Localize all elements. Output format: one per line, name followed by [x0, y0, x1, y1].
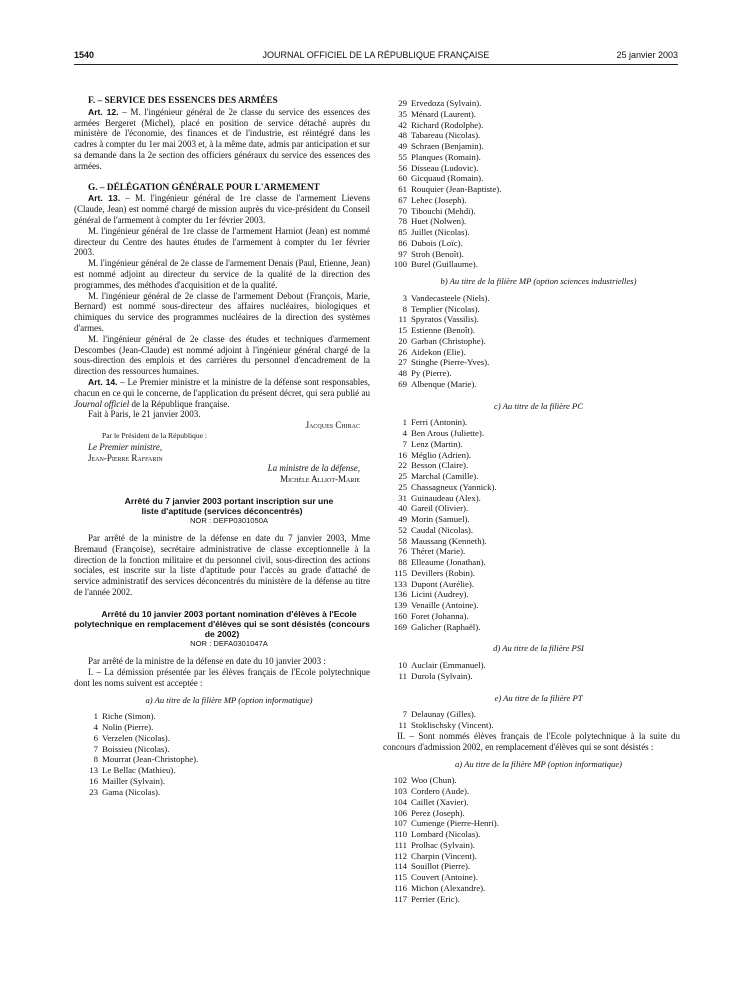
article-12-label: Art. 12. [88, 106, 119, 117]
list-item-number: 16 [89, 775, 98, 786]
list-item-number: 116 [394, 882, 407, 893]
list-item-name: Caudal (Nicolas). [411, 524, 474, 535]
countersign-intro: Par le Président de la République : [102, 430, 208, 440]
list-item [383, 98, 680, 109]
list-item-name: Besson (Claire). [411, 460, 469, 471]
list-item-name: Ménard (Laurent). [411, 108, 476, 119]
list-item-number: 60 [398, 173, 407, 184]
list-item-name: Stinghe (Pierre-Yves). [411, 357, 490, 368]
list-item-name: Disseau (Ludovic). [411, 162, 479, 173]
list-item-number: 23 [89, 786, 98, 797]
list-item-name: Le Bellac (Mathieu). [102, 765, 176, 776]
list-item-name: Guinaudeau (Alex). [411, 492, 481, 503]
list-item [383, 173, 680, 184]
arrete-1-text: Par arrêté de la ministre de la défense en date du 7 janvier 2003, Mme Bremaud (Françoise), secrétaire administrative de classe exceptionnelle à la direction de la fonction militaire et du personnel civil, sous-direction des actions sociales, est inscrite sur la liste d'aptitude pour l'accès au grade d'attaché de service administratif des services déconcentrés du ministère de la défense au titre de l'année 2002. [74, 533, 370, 598]
list-item [383, 347, 680, 358]
list-item-name: Cumenge (Pierre-Henri). [411, 818, 499, 829]
list-b [383, 293, 680, 390]
list-item-number: 85 [398, 227, 407, 237]
list-item [383, 249, 680, 260]
list-item-number: 86 [398, 237, 407, 248]
list-item-number: 61 [398, 184, 407, 194]
subheading-a2: a) Au titre de la filière MP (option informatique) [454, 758, 623, 769]
list-item [74, 733, 370, 744]
list-item [383, 503, 680, 514]
list-item-name: Durola (Sylvain). [411, 670, 473, 681]
list-item-name: Ervedoza (Sylvain). [411, 98, 482, 108]
subheading-d: d) Au titre de la filière PSI [493, 643, 584, 654]
list-item-number: 112 [394, 850, 407, 861]
list-item-name: Stroh (Benoît). [411, 248, 464, 259]
para-ii: II. – Sont nommés élèves français de l'Ecole polytechnique à la suite du concours d'admission 2002, en remplacement d'élèves qui se sont désistés : [383, 730, 680, 752]
list-item [383, 417, 680, 428]
premier-ministre-title: Le Premier ministre, [88, 441, 163, 452]
list-item-number: 8 [402, 303, 407, 314]
list-item-name: Auclair (Emmanuel). [411, 660, 486, 671]
list-item-number: 111 [394, 839, 407, 850]
list-item-number: 115 [394, 872, 407, 883]
list-item-name: Marchal (Camille). [411, 471, 479, 482]
list-item-name: Mailler (Sylvain). [102, 775, 166, 786]
list-item-name: Templier (Nicolas). [411, 303, 480, 314]
list-item-number: 26 [398, 346, 407, 357]
premier-ministre-name: Jean-Pierre Raffarin [88, 452, 163, 463]
list-item-number: 136 [393, 589, 407, 600]
list-item-name: Cordero (Aude). [411, 786, 470, 797]
list-item-name: Riche (Simon). [102, 711, 156, 722]
list-item-name: Charpin (Vincent). [411, 850, 477, 861]
list-item-number: 7 [93, 743, 98, 754]
list-item [383, 797, 680, 808]
arrete-1-nor: NOR : DEFP0301050A [189, 516, 269, 526]
list-item-name: Chassagneux (Yannick). [411, 481, 497, 492]
list-item-name: Lenz (Martin). [411, 438, 463, 449]
list-item-name: Schraen (Benjamin). [411, 141, 484, 151]
list-item [383, 493, 680, 504]
list-item-name: Spyratos (Vassilis). [411, 314, 479, 325]
article-13-paragraph: M. l'ingénieur général de 2e classe de l'armement Denais (Paul, Etienne, Jean) est nommé adjoint au directeur du service de la qualité de la direction des programmes, des méthodes d'acquisition et de la qualité. [74, 258, 370, 290]
list-item-number: 6 [93, 732, 98, 743]
list-item [383, 536, 680, 547]
list-item [383, 471, 680, 482]
list-item [383, 894, 680, 905]
list-item-number: 114 [394, 861, 407, 872]
list-item-name: Dupont (Aurélie). [411, 578, 475, 589]
list-item [383, 720, 680, 731]
list-c [383, 417, 680, 632]
subheading-b: b) Au titre de la filière MP (option sciences industrielles) [440, 276, 637, 286]
journal-title: JOURNAL OFFICIEL DE LA RÉPUBLIQUE FRANÇAISE [262, 50, 490, 60]
list-item [383, 829, 680, 840]
article-14-label: Art. 14. [88, 376, 118, 387]
list-item-number: 3 [402, 292, 407, 303]
ministre-name: Michèle Alliot-Marie [280, 474, 360, 485]
list-item-name: Perrier (Eric). [411, 893, 460, 904]
list-item [383, 818, 680, 829]
list-item-number: 88 [398, 557, 407, 568]
list-item-number: 13 [89, 765, 98, 776]
list-item-name: Garban (Christophe). [411, 335, 486, 346]
list-item-name: Mourrat (Jean-Christophe). [102, 754, 199, 765]
list-item-number: 22 [398, 460, 407, 471]
list-item [383, 600, 680, 611]
list-item-number: 78 [398, 216, 407, 227]
article-12 [74, 107, 370, 172]
list-item-name: Michon (Alexandre). [411, 882, 486, 893]
list-item [383, 293, 680, 304]
subheading-e: e) Au titre de la filière PT [494, 692, 583, 703]
list-item [383, 336, 680, 347]
article-13-text: – M. l'ingénieur général de 1re classe de l'armement Lievens (Claude, Jean) est nommé chargé de mission auprès du vice-président du Conseil général de l'armement à compter du 1er février 2003. [74, 193, 370, 225]
list-item [383, 514, 680, 525]
list-item-name: Foret (Johanna). [411, 610, 469, 621]
list-item-number: 27 [398, 357, 407, 368]
list-item-number: 133 [393, 578, 407, 589]
section-g-heading: G. – DÉLÉGATION GÉNÉRALE POUR L'ARMEMENT [88, 182, 320, 193]
list-item-number: 49 [398, 514, 407, 525]
list-item [383, 861, 680, 872]
signature-date: Fait à Paris, le 21 janvier 2003. [88, 409, 201, 420]
article-14: Art. 14. – Le Premier ministre et la ministre de la défense sont responsables, chacun en ce qui le concerne, de l'application du présent décret, qui sera publié au Journal officiel de la République française. [74, 376, 370, 409]
ministre-title: La ministre de la défense, [267, 463, 360, 474]
list-item-name: Py (Pierre). [411, 368, 452, 379]
list-d [383, 660, 680, 682]
list-item-number: 106 [393, 807, 407, 818]
list-item [383, 589, 680, 600]
list-item-number: 11 [398, 670, 407, 681]
list-item-name: Juillet (Nicolas). [411, 227, 470, 237]
list-item-name: Richard (Rodolphe). [411, 119, 484, 130]
list-item-number: 52 [398, 524, 407, 535]
list-item-name: Delaunay (Gilles). [411, 709, 476, 720]
list-item-name: Huet (Nolwen). [411, 216, 467, 227]
list-item [383, 238, 680, 249]
list-item [74, 744, 370, 755]
list-item-name: Morin (Samuel). [411, 514, 470, 525]
list-item [383, 195, 680, 206]
list-item-number: 48 [398, 368, 407, 379]
list-item-name: Souillot (Pierre). [411, 861, 471, 872]
list-item-number: 42 [398, 119, 407, 130]
list-item-name: Venaille (Antoine). [411, 600, 479, 611]
list-item-name: Devillers (Robin). [411, 567, 476, 578]
list-item [383, 428, 680, 439]
list-item [383, 163, 680, 174]
list-item-number: 31 [398, 492, 407, 503]
list-item [383, 872, 680, 883]
list-item-number: 97 [398, 248, 407, 259]
list-item-name: Galicher (Raphaël). [411, 621, 481, 632]
list-item [383, 325, 680, 336]
list-item [383, 120, 680, 131]
list-item [383, 450, 680, 461]
list-item [383, 216, 680, 227]
list-item-number: 100 [393, 259, 407, 270]
article-12-text: – M. l'ingénieur général de 2e classe du service des essences des armées Bergeret (Michel), placé en position de service détaché auprès du ministère de l'économie, des finances et de l'industrie, est réintégré dans les cadres à compter du 1er mai 2003 et, à la même date, admis par anticipation et sur sa demande dans la 2e section des officiers généraux du service des essences des armées. [74, 106, 370, 171]
list-item-name: Dubois (Loïc). [411, 237, 463, 248]
list-item [383, 611, 680, 622]
list-item [383, 460, 680, 471]
list-item-name: Woo (Chun). [411, 775, 457, 786]
list-item [383, 314, 680, 325]
list-item-number: 8 [93, 754, 98, 765]
list-item-name: Caillet (Xavier). [411, 796, 469, 807]
left-column [74, 96, 370, 797]
list-item-number: 1 [402, 417, 407, 428]
list-item-number: 40 [398, 503, 407, 514]
list-item [74, 787, 370, 798]
list-item-name: Tabareau (Nicolas). [411, 130, 481, 141]
list-item-number: 58 [398, 535, 407, 546]
list-item [74, 754, 370, 765]
list-item [383, 568, 680, 579]
article-13-label: Art. 13. [88, 193, 121, 204]
list-item [74, 776, 370, 787]
list-item-name: Ferri (Antonin). [411, 417, 468, 428]
list-item-number: 117 [394, 893, 407, 904]
list-item-number: 25 [398, 481, 407, 492]
list-item [383, 709, 680, 720]
list-item-number: 110 [394, 829, 407, 840]
list-item-name: Verzelen (Nicolas). [102, 732, 170, 743]
list-item-number: 11 [398, 314, 407, 325]
list-item-number: 16 [398, 449, 407, 460]
list-item-number: 160 [393, 610, 407, 621]
list-item-name: Gicquaud (Romain). [411, 173, 484, 184]
list-item [383, 259, 680, 270]
list-item [383, 439, 680, 450]
list-item [74, 765, 370, 776]
subheading-c: c) Au titre de la filière PC [494, 400, 583, 411]
list-item [383, 357, 680, 368]
list-item-number: 10 [398, 660, 407, 671]
list-item-number: 55 [398, 151, 407, 162]
list-item-number: 15 [398, 325, 407, 336]
arrete-2-title: Arrêté du 10 janvier 2003 portant nomination d'élèves à l'Ecole polytechnique en remplacement d'élèves qui se sont désistés (concours de 2002) [74, 608, 370, 640]
list-item [383, 206, 680, 217]
subheading-a: a) Au titre de la filière MP (option informatique) [145, 694, 313, 705]
list-item-number: 107 [393, 818, 407, 829]
list-item-number: 56 [398, 162, 407, 173]
list-item [383, 227, 680, 238]
list-item [383, 184, 680, 195]
list-item-number: 104 [393, 796, 407, 807]
list-item [74, 711, 370, 722]
list-item-name: Couvert (Antoine). [411, 872, 478, 883]
list-a2 [383, 775, 680, 904]
article-13-paragraph: M. l'ingénieur général de 2e classe de l'armement Debout (François, Marie, Bernard) est nommé sous-directeur des affaires nucléaires, biologiques et chimiques du service des programmes nucléaires de la direction des systèmes d'armes. [74, 290, 370, 333]
list-item-number: 139 [393, 600, 407, 611]
list-item-number: 48 [398, 130, 407, 141]
list-item [383, 775, 680, 786]
page-number: 1540 [74, 50, 95, 60]
arrete-2-nor: NOR : DEFA0301047A [190, 639, 268, 649]
list-item [383, 808, 680, 819]
list-item-number: 7 [402, 709, 407, 720]
list-item [383, 525, 680, 536]
list-item-number: 49 [398, 141, 407, 151]
list-item-number: 4 [93, 722, 98, 733]
list-item-number: 103 [393, 786, 407, 797]
signature-president: Jacques Chirac [305, 420, 360, 431]
list-item-name: Burel (Guillaume). [411, 259, 478, 270]
list-item-name: Estienne (Benoît). [411, 325, 476, 336]
list-item [383, 368, 680, 379]
list-item-name: Maussang (Kenneth). [411, 535, 487, 546]
list-item [383, 141, 680, 152]
arrete-2-para-i: I. – La démission présentée par les élèves français de l'Ecole polytechnique dont les noms suivent est acceptée : [74, 667, 370, 688]
list-item-number: 69 [398, 378, 407, 389]
list-item-name: Rouquier (Jean-Baptiste). [411, 184, 502, 194]
list-item [383, 660, 680, 671]
list-item-number: 115 [394, 567, 407, 578]
list-item [383, 130, 680, 141]
list-a [74, 711, 370, 797]
list-item [383, 546, 680, 557]
list-item-number: 169 [393, 621, 407, 632]
list-item-number: 7 [402, 438, 407, 449]
list-item-name: Tibouchi (Mehdi). [411, 205, 476, 216]
list-item [383, 579, 680, 590]
list-item-name: Perez (Joseph). [411, 807, 465, 818]
list-item-name: Lehec (Joseph). [411, 194, 467, 205]
article-13 [74, 193, 370, 225]
list-item-number: 25 [398, 471, 407, 482]
list-item-name: Lombard (Nicolas). [411, 829, 481, 840]
list-item-number: 11 [398, 720, 407, 731]
list-item [383, 840, 680, 851]
list-e [383, 709, 680, 731]
list-item [74, 722, 370, 733]
list-item [383, 379, 680, 390]
list-a-continued [383, 98, 680, 270]
list-item-name: Gareil (Olivier). [411, 503, 469, 514]
section-f-heading: F. – SERVICE DES ESSENCES DES ARMÉES [88, 96, 278, 106]
list-item [383, 622, 680, 633]
list-item [383, 851, 680, 862]
list-item-name: Boissieu (Nicolas). [102, 743, 170, 754]
list-item [383, 786, 680, 797]
list-item-number: 102 [393, 775, 407, 786]
list-item-number: 70 [398, 205, 407, 216]
header-rule [74, 64, 678, 65]
article-13-paragraph: M. l'ingénieur général de 2e classe des études et techniques d'armement Descombes (Jean-Claude) est nommé adjoint à l'ingénieur général chargé de la sous-direction des emplois et des carrières du personnel d'encadrement de la direction des ressources humaines. [74, 333, 370, 377]
list-item [383, 557, 680, 568]
list-item-number: 76 [398, 546, 407, 557]
arrete-2-intro: Par arrêté de la ministre de la défense en date du 10 janvier 2003 : [88, 656, 326, 667]
list-item-name: Licini (Audrey). [411, 589, 469, 600]
list-item [383, 304, 680, 315]
list-item-name: Albenque (Marie). [411, 378, 477, 389]
list-item-number: 67 [398, 194, 407, 205]
list-item-name: Prolhac (Sylvain). [411, 839, 476, 850]
list-item-name: Nolin (Pierre). [102, 722, 154, 733]
list-item-number: 20 [398, 335, 407, 346]
article-13-paragraph: M. l'ingénieur général de 1re classe de l'armement Harniot (Jean) est nommé directeur du Centre des hautes études de l'armement à compter du 1er février 2003. [74, 225, 370, 258]
list-item-name: Aidekon (Elie). [411, 346, 466, 357]
list-item-number: 1 [93, 711, 98, 722]
list-item-name: Elleaume (Jonathan). [411, 557, 486, 568]
page-header [74, 50, 678, 64]
list-item-name: Stoklischsky (Vincent). [411, 720, 494, 731]
list-item-number: 4 [402, 428, 407, 439]
list-item-name: Vandecasteele (Niels). [411, 292, 490, 303]
list-item-name: Méglio (Adrien). [411, 449, 472, 460]
list-item [383, 883, 680, 894]
list-item [383, 152, 680, 163]
list-item-name: Ben Arous (Juliette). [411, 428, 485, 439]
list-item-number: 29 [398, 98, 407, 108]
list-item-name: Planques (Romain). [411, 151, 481, 162]
list-item-name: Théret (Marie). [411, 546, 466, 557]
arrete-1-title: Arrêté du 7 janvier 2003 portant inscription sur une liste d'aptitude (services déconcentrés) [124, 495, 334, 517]
list-item [383, 109, 680, 120]
list-item-name: Gama (Nicolas). [102, 786, 161, 797]
list-item [383, 671, 680, 682]
list-item [383, 482, 680, 493]
right-column [383, 98, 680, 904]
issue-date: 25 janvier 2003 [616, 50, 678, 60]
list-item-number: 35 [398, 108, 407, 119]
